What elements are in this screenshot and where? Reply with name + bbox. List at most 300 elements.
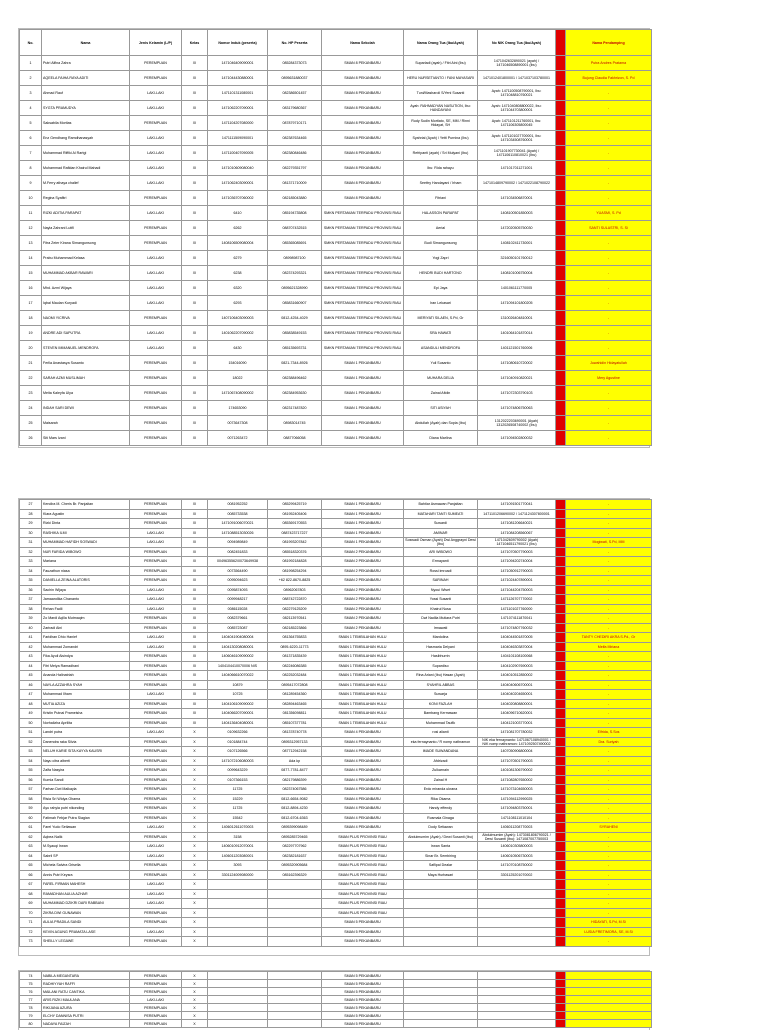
cell-school: SMAN 1 TEMBILAHAN HULU: [322, 661, 404, 671]
cell-parent-name: HENDRI BUDI HARTONO: [404, 266, 478, 281]
cell-phone: [268, 972, 322, 980]
cell-flag: [556, 880, 566, 890]
cell-school: SMAN 1 TEMBILAHAN HULU: [322, 690, 404, 700]
cell-no: 23: [20, 386, 42, 401]
cell-no: 11: [20, 206, 42, 221]
cell-class: X: [182, 980, 208, 988]
cell-gender: LAKI-LAKI: [130, 251, 182, 266]
cell-class: X: [182, 756, 208, 766]
column-header: Nama Pendamping: [566, 30, 652, 56]
cell-school: SMAN 5 PEKANBARU: [322, 1012, 404, 1020]
cell-gender: PEREMPUAN: [130, 431, 182, 446]
cell-no: 42: [20, 642, 42, 652]
cell-phone: 081356098811: [268, 709, 322, 719]
cell-gender: PEREMPUAN: [130, 191, 182, 206]
cell-gender: PEREMPUAN: [130, 1004, 182, 1012]
cell-no: 26: [20, 431, 42, 446]
cell-school: SMAN 4 PEKANBARU: [322, 728, 404, 738]
cell-school: SMAN 8 PEKANBARU: [322, 131, 404, 146]
cell-school: SMAN 1 PEKANBARU: [322, 519, 404, 529]
cell-companion: HIDAYATI, S.Pd, M.Si: [566, 918, 652, 928]
cell-student-id: 1404066207090001: [208, 709, 268, 719]
cell-companion: -: [566, 281, 652, 296]
cell-gender: PEREMPUAN: [130, 980, 182, 988]
cell-school: SMAN 2 PEKANBARU: [322, 576, 404, 586]
cell-class: XI: [182, 356, 208, 371]
cell-parent-name: Epi Jaya: [404, 281, 478, 296]
cell-gender: PEREMPUAN: [130, 576, 182, 586]
table-row: [20, 652, 652, 662]
cell-phone: 085299425719: [268, 500, 322, 510]
cell-school: SMAN 1 PEKANBARU: [322, 386, 404, 401]
cell-gender: PEREMPUAN: [130, 937, 182, 947]
cell-no: 32: [20, 547, 42, 557]
cell-name: ELCHY DANNISA PUTRI: [42, 1012, 130, 1020]
cell-student-id: 11725: [208, 804, 268, 814]
cell-gender: LAKI-LAKI: [130, 326, 182, 341]
cell-phone: 085284373073: [268, 56, 322, 71]
table-row: [20, 557, 652, 567]
cell-class: XI: [182, 56, 208, 71]
cell-parent-nik: [478, 899, 556, 909]
cell-companion: TANTY CHEDIRI AKRA S.Pd., Gr: [566, 633, 652, 643]
table-row: [20, 416, 652, 431]
cell-name: NADAYA FAIZAH: [42, 1020, 130, 1028]
cell-parent-nik: [478, 972, 556, 980]
cell-student-id: 1471046409090001: [208, 56, 268, 71]
cell-companion: -: [566, 842, 652, 852]
cell-phone: 088742722870: [268, 595, 322, 605]
cell-class: XI: [182, 671, 208, 681]
cell-parent-name: [404, 937, 478, 947]
table-row: [20, 371, 652, 386]
cell-no: 54: [20, 756, 42, 766]
cell-no: 10: [20, 191, 42, 206]
cell-no: 43: [20, 652, 42, 662]
cell-student-id: 0085723087: [208, 623, 268, 633]
cell-phone: 082185223866: [268, 623, 322, 633]
cell-class: XI: [182, 146, 208, 161]
cell-parent-nik: 1471074111870041: [478, 614, 556, 624]
cell-gender: PEREMPUAN: [130, 71, 182, 86]
cell-school: SMAN 4 PEKANBARU: [322, 785, 404, 795]
cell-parent-name: Dwi Nadila Mutiara Putri: [404, 614, 478, 624]
cell-gender: PEREMPUAN: [130, 699, 182, 709]
cell-parent-name: [404, 980, 478, 988]
cell-parent-name: Muhammad Taufik: [404, 718, 478, 728]
cell-parent-name: [404, 918, 478, 928]
table-row: [20, 431, 652, 446]
cell-student-id: 6293: [208, 296, 268, 311]
cell-companion: -: [566, 661, 652, 671]
cell-no: 37: [20, 595, 42, 605]
cell-companion: -: [566, 266, 652, 281]
cell-no: 71: [20, 918, 42, 928]
cell-phone: +62 822-8670-8825: [268, 576, 322, 586]
cell-parent-name: Zainal H: [404, 775, 478, 785]
cell-name: Aqbea Nalik: [42, 832, 130, 842]
cell-companion: -: [566, 832, 652, 842]
cell-school: SMAN 1 TEMBILAHAN HULU: [322, 680, 404, 690]
table-row: [20, 519, 652, 529]
cell-no: 56: [20, 775, 42, 785]
cell-parent-nik: [478, 996, 556, 1004]
cell-no: 19: [20, 326, 42, 341]
cell-student-id: 10725: [208, 690, 268, 700]
cell-companion: -: [566, 547, 652, 557]
cell-parent-name: Bahtiar Asmawan Panjaitan: [404, 500, 478, 510]
table-row: [20, 604, 652, 614]
cell-no: 46: [20, 680, 42, 690]
cell-gender: LAKI-LAKI: [130, 341, 182, 356]
cell-class: X: [182, 804, 208, 814]
cell-parent-nik: 1408100501850003: [478, 206, 556, 221]
cell-school: SMKN PERTANIAN TERPADU PROVINSI RIAU: [322, 206, 404, 221]
cell-name: SARAH AZMI MUSLIMAH: [42, 371, 130, 386]
cell-phone: 087879710171: [268, 116, 322, 131]
cell-flag: [556, 595, 566, 605]
cell-school: SMAN 1 TEMBILAHAN HULU: [322, 709, 404, 719]
table-row: [20, 775, 652, 785]
cell-no: 44: [20, 661, 42, 671]
cell-parent-name: SARINAH: [404, 576, 478, 586]
cell-student-id: [208, 927, 268, 937]
cell-flag: [556, 980, 566, 988]
cell-class: XI: [182, 371, 208, 386]
cell-companion: -: [566, 176, 652, 191]
cell-student-id: 1404106109090002: [208, 699, 268, 709]
table-row: [20, 623, 652, 633]
table-row: [20, 988, 652, 996]
table-row: [20, 311, 652, 326]
cell-name: Landri putra: [42, 728, 130, 738]
cell-no: 80: [20, 1020, 42, 1028]
cell-companion: -: [566, 326, 652, 341]
cell-flag: [556, 101, 566, 116]
cell-no: 57: [20, 785, 42, 795]
cell-class: XI: [182, 576, 208, 586]
cell-school: SMAN 2 PEKANBARU: [322, 595, 404, 605]
cell-parent-name: Bambang Kermawan: [404, 709, 478, 719]
cell-phone: 081952405406: [268, 509, 322, 519]
cell-class: XI: [182, 131, 208, 146]
cell-phone: 0895285729465: [268, 832, 322, 842]
cell-flag: [556, 341, 566, 356]
cell-phone: 0895399098489: [268, 823, 322, 833]
cell-phone: [268, 927, 322, 937]
cell-gender: LAKI-LAKI: [130, 101, 182, 116]
cell-name: ANDRE ADI SAPUTRA: [42, 326, 130, 341]
cell-name: Rehan Fadli: [42, 604, 130, 614]
cell-parent-name: Afdrizadi: [404, 756, 478, 766]
cell-name: Farhan Dwi Malkayla: [42, 785, 130, 795]
cell-flag: [556, 1012, 566, 1020]
cell-no: 15: [20, 266, 42, 281]
cell-parent-name: Mardolina: [404, 633, 478, 643]
cell-companion: -: [566, 116, 652, 131]
cell-parent-name: Fitriani: [404, 191, 478, 206]
cell-student-id: 1471111509090001: [208, 131, 268, 146]
cell-parent-name: Zulkarnain: [404, 766, 478, 776]
cell-flag: [556, 251, 566, 266]
cell-student-id: 1471062207090001: [208, 101, 268, 116]
cell-parent-nik: [478, 1012, 556, 1020]
cell-name: Zalfa Nasyira: [42, 766, 130, 776]
cell-parent-name: Sinar Br. Sembiring: [404, 851, 478, 861]
cell-school: SMAN 2 PEKANBARU: [322, 585, 404, 595]
cell-class: X: [182, 937, 208, 947]
cell-companion: -: [566, 794, 652, 804]
cell-phone: 0812-6654-9082: [268, 794, 322, 804]
cell-companion: -: [566, 341, 652, 356]
cell-school: SMAN 4 PEKANBARU: [322, 823, 404, 833]
table-row: [20, 281, 652, 296]
cell-parent-name: IMADE SUWANDANA: [404, 747, 478, 757]
cell-phone: 087712942158: [268, 747, 322, 757]
cell-parent-name: Abdulmumim (Ayah) / Dewi Susanti (Ibu): [404, 832, 478, 842]
cell-class: XI: [182, 623, 208, 633]
cell-no: 79: [20, 1012, 42, 1020]
cell-school: SMAN 1 PEKANBARU: [322, 356, 404, 371]
cell-school: SMAN 1 PEKANBARU: [322, 431, 404, 446]
cell-class: X: [182, 1020, 208, 1028]
cell-no: 7: [20, 146, 42, 161]
cell-name: Iqbal Maulan Kuryadi: [42, 296, 130, 311]
cell-name: Sabril SP: [42, 851, 130, 861]
cell-phone: 081371710009: [268, 176, 322, 191]
cell-gender: LAKI-LAKI: [130, 281, 182, 296]
cell-parent-name: Suwarja: [404, 690, 478, 700]
cell-class: XI: [182, 71, 208, 86]
table-row: [20, 1004, 652, 1012]
cell-companion: -: [566, 251, 652, 266]
cell-class: XI: [182, 221, 208, 236]
cell-flag: [556, 709, 566, 719]
cell-student-id: [208, 908, 268, 918]
cell-no: 9: [20, 176, 42, 191]
cell-name: Mariana: [42, 557, 130, 567]
cell-phone: 0895631880037: [268, 71, 322, 86]
table-row: [20, 908, 652, 918]
cell-companion: -: [566, 747, 652, 757]
cell-flag: [556, 908, 566, 918]
cell-companion: -: [566, 604, 652, 614]
cell-student-id: 0082379661: [208, 614, 268, 624]
cell-companion: -: [566, 937, 652, 947]
cell-companion: -: [566, 595, 652, 605]
cell-gender: LAKI-LAKI: [130, 595, 182, 605]
cell-class: X: [182, 918, 208, 928]
cell-school: SMAN 5 PEKANBARU: [322, 1020, 404, 1028]
cell-name: NABILA MEGANTARA: [42, 972, 130, 980]
cell-parent-nik: 1471072303790103: [478, 386, 556, 401]
table-row: [20, 728, 652, 738]
cell-class: XI: [182, 236, 208, 251]
cell-parent-nik: 1404096710620001: [478, 709, 556, 719]
cell-no: 53: [20, 747, 42, 757]
cell-parent-name: MERIYATI SILAEN, S.Pd, Gr: [404, 311, 478, 326]
cell-flag: [556, 547, 566, 557]
cell-name: Siti Mars Izani: [42, 431, 130, 446]
cell-gender: LAKI-LAKI: [130, 86, 182, 101]
cell-no: 27: [20, 500, 42, 510]
cell-companion: -: [566, 191, 652, 206]
cell-gender: PEREMPUAN: [130, 813, 182, 823]
cell-parent-name: Dody Setiawan: [404, 823, 478, 833]
cell-class: X: [182, 842, 208, 852]
cell-school: SMAN 8 PEKANBARU: [322, 56, 404, 71]
cell-companion: -: [566, 652, 652, 662]
cell-flag: [556, 718, 566, 728]
cell-phone: 082113970541: [268, 614, 322, 624]
cell-phone: [268, 889, 322, 899]
cell-class: XI: [182, 519, 208, 529]
table-row: [20, 737, 652, 747]
cell-flag: [556, 604, 566, 614]
cell-name: Enz Gendhang Ramdhanasyah: [42, 131, 130, 146]
cell-parent-nik: [478, 1004, 556, 1012]
cell-no: 47: [20, 690, 42, 700]
cell-companion: [566, 996, 652, 1004]
cell-class: XI: [182, 709, 208, 719]
cell-parent-name: Iran Lekasari: [404, 296, 478, 311]
table-row: [20, 116, 652, 131]
cell-parent-nik: 1404102907690003: [478, 661, 556, 671]
cell-companion: -: [566, 623, 652, 633]
cell-parent-nik: Ayah: 1471100508790001, Ibu: 1471048810760021: [478, 86, 556, 101]
cell-parent-nik: 1404040606700001: [478, 680, 556, 690]
cell-parent-name: [404, 972, 478, 980]
cell-phone: [268, 918, 322, 928]
cell-name: Meita Kaleyfa Ulya: [42, 386, 130, 401]
cell-phone: 081371835439: [268, 652, 322, 662]
cell-phone: [268, 880, 322, 890]
cell-phone: 0812-6704-6363: [268, 813, 322, 823]
cell-phone: 08998987100: [268, 251, 322, 266]
cell-class: X: [182, 870, 208, 880]
cell-student-id: 0107126566: [208, 747, 268, 757]
cell-gender: LAKI-LAKI: [130, 176, 182, 191]
cell-parent-name: Khairul Nusa: [404, 604, 478, 614]
table-row: [20, 266, 652, 281]
cell-parent-name: Handy effendy: [404, 804, 478, 814]
cell-phone: 082185043880: [268, 191, 322, 206]
cell-name: Zo Mardi Aqilla Mutmaqim: [42, 614, 130, 624]
cell-parent-nik: 1471070108750002: [478, 861, 556, 871]
cell-parent-name: Seettry Handayani / Irham: [404, 176, 478, 191]
cell-parent-nik: 1471014809790002 / 1471022108790022: [478, 176, 556, 191]
cell-school: SMAN 5 PEKANBARU: [322, 927, 404, 937]
cell-gender: PEREMPUAN: [130, 988, 182, 996]
table-row: [20, 823, 652, 833]
cell-class: XI: [182, 296, 208, 311]
cell-school: SMAN 5 PEKANBARU: [322, 972, 404, 980]
cell-phone: [268, 908, 322, 918]
cell-class: XI: [182, 547, 208, 557]
table-row: [20, 699, 652, 709]
table-row: [20, 356, 652, 371]
table-row: [20, 690, 652, 700]
cell-class: X: [182, 794, 208, 804]
cell-companion: -: [566, 908, 652, 918]
cell-parent-name: Hasmaria Delyani: [404, 642, 478, 652]
cell-student-id: 0071263472: [208, 431, 268, 446]
table-row: [20, 851, 652, 861]
cell-gender: PEREMPUAN: [130, 718, 182, 728]
cell-parent-nik: Abdulmumim (Ayah): 1473081806790021 / Dewi Susanti (Ibu): 1471087007750003: [478, 832, 556, 842]
cell-flag: [556, 766, 566, 776]
table-row: [20, 709, 652, 719]
cell-phone: 082382181637: [268, 851, 322, 861]
cell-parent-name: SRA HAWATI: [404, 326, 478, 341]
cell-phone: [268, 899, 322, 909]
cell-name: NAYLA AZZAHRA SYAH: [42, 680, 130, 690]
cell-companion: -: [566, 236, 652, 251]
cell-no: 12: [20, 221, 42, 236]
cell-gender: LAKI-LAKI: [130, 880, 182, 890]
cell-parent-name: Refripanti (ayah) / Sri Mulyani (Ibu): [404, 146, 478, 161]
cell-class: X: [182, 775, 208, 785]
column-header: Nama: [42, 30, 130, 56]
column-header: Kelas: [182, 30, 208, 56]
cell-student-id: 0095874093: [208, 585, 268, 595]
cell-class: X: [182, 737, 208, 747]
cell-flag: [556, 851, 566, 861]
cell-school: SMAN 4 PEKANBARU: [322, 813, 404, 823]
cell-phone: 082179886399: [268, 775, 322, 785]
cell-parent-nik: NIK eka fernaynanto: 1471067108940001 / NIK nomp nathramon: 1471092507490002: [478, 737, 556, 747]
cell-student-id: [208, 899, 268, 909]
cell-companion: Dra. Suriyah: [566, 737, 652, 747]
cell-class: X: [182, 908, 208, 918]
cell-student-id: 6262: [208, 221, 268, 236]
cell-class: XI: [182, 101, 208, 116]
cell-flag: [556, 356, 566, 371]
cell-class: XI: [182, 595, 208, 605]
cell-companion: -: [566, 86, 652, 101]
cell-parent-name: [404, 1004, 478, 1012]
cell-student-id: 6430: [208, 341, 268, 356]
table-row: [20, 221, 652, 236]
table-row: [20, 56, 652, 71]
cell-student-id: 1404104410070006 NIS: [208, 661, 268, 671]
cell-parent-nik: 1471050912790003: [478, 566, 556, 576]
cell-parent-nik: 1408102411730001: [478, 236, 556, 251]
table-row: [20, 870, 652, 880]
cell-parent-name: Suwardi: [404, 519, 478, 529]
cell-no: 66: [20, 870, 42, 880]
cell-school: SMAN 2 PEKANBARU: [322, 566, 404, 576]
cell-class: XI: [182, 341, 208, 356]
cell-gender: PEREMPUAN: [130, 519, 182, 529]
cell-no: 8: [20, 161, 42, 176]
cell-no: 4: [20, 101, 42, 116]
cell-phone: 085365085691: [268, 236, 322, 251]
cell-parent-name: eka fernaynanto / R nomp nathramon: [404, 737, 478, 747]
cell-class: X: [182, 899, 208, 909]
cell-phone: 0895320905684: [268, 861, 322, 871]
cell-name: RADHIYYAH RAFFI: [42, 980, 130, 988]
cell-phone: 08983014745: [268, 416, 322, 431]
cell-companion: -: [566, 718, 652, 728]
cell-flag: [556, 371, 566, 386]
cell-name: Putri Alfina Zahra: [42, 56, 130, 71]
cell-phone: 082384953630: [268, 386, 322, 401]
cell-gender: LAKI-LAKI: [130, 927, 182, 937]
cell-name: Fauzathun niasa: [42, 566, 130, 576]
cell-flag: [556, 737, 566, 747]
cell-parent-name: rosi alianti: [404, 728, 478, 738]
